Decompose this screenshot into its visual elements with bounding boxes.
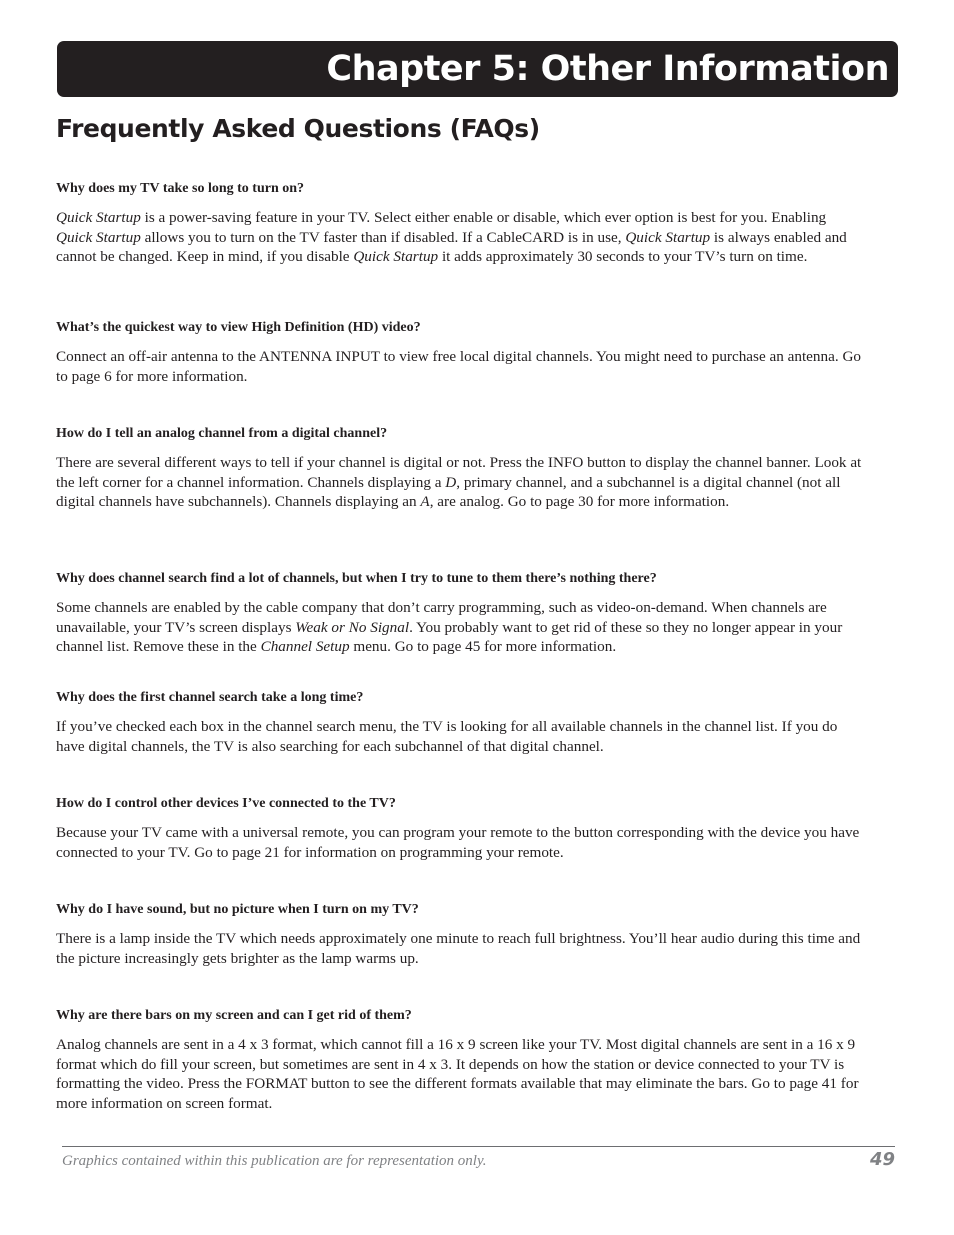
faq-question: How do I control other devices I’ve connected to the TV? xyxy=(56,796,396,811)
faq-question: Why does my TV take so long to turn on? xyxy=(56,181,305,196)
chapter-name: Other Information xyxy=(540,49,889,89)
answer-emphasis: Quick Startup xyxy=(353,248,439,266)
footer-divider xyxy=(62,1146,895,1147)
footer-note: Graphics contained within this publication are for representation only. xyxy=(62,1153,487,1169)
answer-text: Because your TV came with a universal remote, you can program your remote to the button corresponding with the device you have connected to your TV. Go to page 21 for information on programming your remote. xyxy=(56,824,860,861)
faq-item xyxy=(56,901,866,968)
answer-text: it adds approximately 30 seconds to your TV’s turn on time. xyxy=(438,248,808,266)
answer-text: is always enabled and cannot be changed. Keep in mind, if you disable xyxy=(56,228,847,266)
faq-answer xyxy=(56,598,866,657)
answer-text: menu. Go to page 45 for more information. xyxy=(349,638,617,656)
faq-question: Why does channel search find a lot of channels, but when I try to tune to them there’s nothing there? xyxy=(56,571,657,586)
faq-item xyxy=(56,180,866,267)
faq-answer xyxy=(56,1035,866,1113)
faq-answer xyxy=(56,208,866,267)
answer-emphasis: Quick Startup xyxy=(56,228,141,246)
faq-item xyxy=(56,425,866,512)
answer-emphasis: A xyxy=(420,493,430,511)
faq-question: How do I tell an analog channel from a digital channel? xyxy=(56,426,388,441)
answer-emphasis: Weak or No Signal xyxy=(295,618,410,636)
answer-text: Connect an off-air antenna to the ANTENNA INPUT to view free local digital channels. You might need to purchase an antenna. Go to page 6 for more information. xyxy=(56,348,862,385)
answer-text: Analog channels are sent in a 4 x 3 format, which cannot fill a 16 x 9 screen like your TV. Most digital channels are sent in a 16 x 9 format which do fill your screen, but sometimes are sent in 4 x 3. It depends on how the station or device connected to your TV is formatting the video. Press the FORMAT button to see the different formats available that may eliminate the bars. Go to page 41 for more information on screen format. xyxy=(56,1036,859,1112)
faq-question: Why do I have sound, but no picture when I turn on my TV? xyxy=(56,902,419,917)
faq-answer xyxy=(56,717,866,756)
answer-emphasis: Quick Startup xyxy=(56,209,141,226)
faq-answer xyxy=(56,453,866,512)
answer-text: , are analog. Go to page 30 for more information. xyxy=(429,493,730,511)
chapter-label: Chapter 5: xyxy=(326,49,541,89)
faq-item xyxy=(56,795,866,862)
faq-answer xyxy=(56,929,866,968)
answer-text: is a power-saving feature in your TV. Select either enable or disable, which ever option is best for you. Enabling xyxy=(140,209,827,226)
faq-question: What’s the quickest way to view High Definition (HD) video? xyxy=(56,320,421,335)
answer-text: There are several different ways to tell if your channel is digital or not. Press the INFO button to display the channel banner. Look at the left corner for a channel information. Channels displaying a xyxy=(56,454,862,491)
faq-item xyxy=(56,319,866,386)
page-number: 49 xyxy=(869,1149,895,1170)
chapter-title xyxy=(326,49,889,89)
answer-text: There is a lamp inside the TV which needs approximately one minute to reach full brightness. You’ll hear audio during this time and the picture increasingly gets brighter as the lamp warms up. xyxy=(56,930,861,967)
faq-answer xyxy=(56,823,866,862)
section-title: Frequently Asked Questions (FAQs) xyxy=(56,114,540,143)
faq-item xyxy=(56,689,866,756)
answer-text: Some channels are enabled by the cable company that don’t carry programming, such as video-on-demand. When channels are unavailable, your TV’s screen displays xyxy=(56,599,827,636)
answer-emphasis: Quick Startup xyxy=(625,228,711,246)
answer-text: , primary channel, and a subchannel is a digital channel (not all digital channels have subchannels). Channels displaying an xyxy=(56,473,841,511)
chapter-header-banner xyxy=(57,41,898,97)
answer-text: If you’ve checked each box in the channel search menu, the TV is looking for all available channels in the channel list. If you do have digital channels, the TV is also searching for each subchannel of that digital channel. xyxy=(56,718,838,755)
answer-emphasis: Channel Setup xyxy=(260,638,350,656)
answer-text: allows you to turn on the TV faster than if disabled. If a CableCARD is in use, xyxy=(140,228,626,246)
answer-emphasis: D xyxy=(445,473,457,491)
faq-item xyxy=(56,570,866,657)
faq-question: Why are there bars on my screen and can I get rid of them? xyxy=(56,1008,412,1023)
faq-question: Why does the first channel search take a long time? xyxy=(56,690,364,705)
faq-item xyxy=(56,1007,866,1113)
faq-answer xyxy=(56,347,866,386)
answer-text: . You probably want to get rid of these so they no longer appear in your channel list. Remove these in the xyxy=(56,618,843,656)
